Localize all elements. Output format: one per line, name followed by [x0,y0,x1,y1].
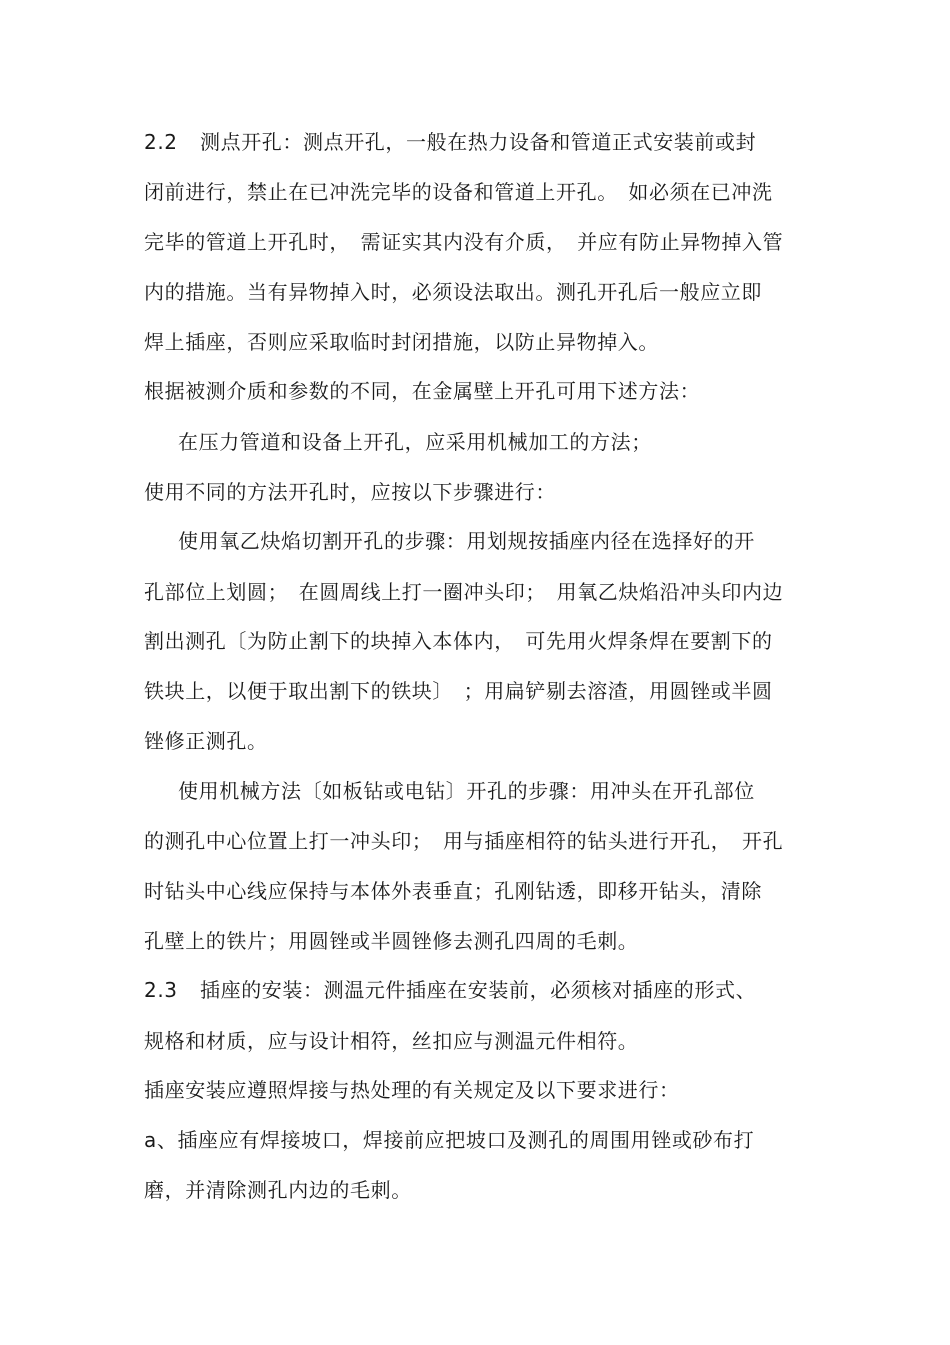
text-line: 测点开孔：测点开孔，一般在热力设备和管道正式安装前或封 [200,130,757,154]
text-line: 孔壁上的铁片；用圆锉或半圆锉修去测孔四周的毛刺。 [144,929,639,953]
text-line: 内的措施。当有异物掉入时，必须设法取出。测孔开孔后一般应立即 [144,280,762,304]
text-line: 插座安装应遵照焊接与热处理的有关规定及以下要求进行： [144,1078,680,1102]
text-line: 时钻头中心线应保持与本体外表垂直；孔刚钻透，即移开钻头，清除 [144,879,762,903]
section-number: 2.3 [144,978,178,1002]
text-line: 使用不同的方法开孔时，应按以下步骤进行： [144,480,556,504]
section-2-3-heading-line [144,976,756,1004]
text-line: 使用机械方法〔如板钻或电钻〕开孔的步骤：用冲头在开孔部位 [178,779,755,803]
text-line: 使用氧乙炔焰切割开孔的步骤：用划规按插座内径在选择好的开 [178,529,755,553]
text-line: 的测孔中心位置上打一冲头印； 用与插座相符的钻头进行开孔， 开孔 [144,829,784,853]
text-line: 割出测孔〔为防止割下的块掉入本体内， 可先用火焊条焊在要割下的 [144,629,773,653]
text-line: 闭前进行，禁止在已冲洗完毕的设备和管道上开孔。 如必须在已冲洗 [144,180,773,204]
text-line: 铁块上，以便于取出割下的铁块〕 ；用扁铲剔去溶渣，用圆锉或半圆 [144,679,773,703]
text-line: a、插座应有焊接坡口，焊接前应把坡口及测孔的周围用锉或砂布打 [144,1128,755,1152]
text-line: 规格和材质，应与设计相符，丝扣应与测温元件相符。 [144,1029,639,1053]
text-line: 在压力管道和设备上开孔，应采用机械加工的方法； [178,430,652,454]
text-line: 磨，并清除测孔内边的毛刺。 [144,1178,412,1202]
section-number: 2.2 [144,130,178,154]
text-line: 完毕的管道上开孔时， 需证实其内没有介质， 并应有防止异物掉入管 [144,230,784,254]
text-line: 根据被测介质和参数的不同，在金属壁上开孔可用下述方法： [144,379,701,403]
text-line: 锉修正测孔。 [144,729,268,753]
text-line: 孔部位上划圆； 在圆周线上打一圈冲头印； 用氧乙炔焰沿冲头印内边 [144,580,784,604]
text-line: 插座的安装：测温元件插座在安装前，必须核对插座的形式、 [200,978,757,1002]
section-2-2-heading-line [144,128,756,156]
text-line: 焊上插座，否则应采取临时封闭措施，以防止异物掉入。 [144,330,659,354]
